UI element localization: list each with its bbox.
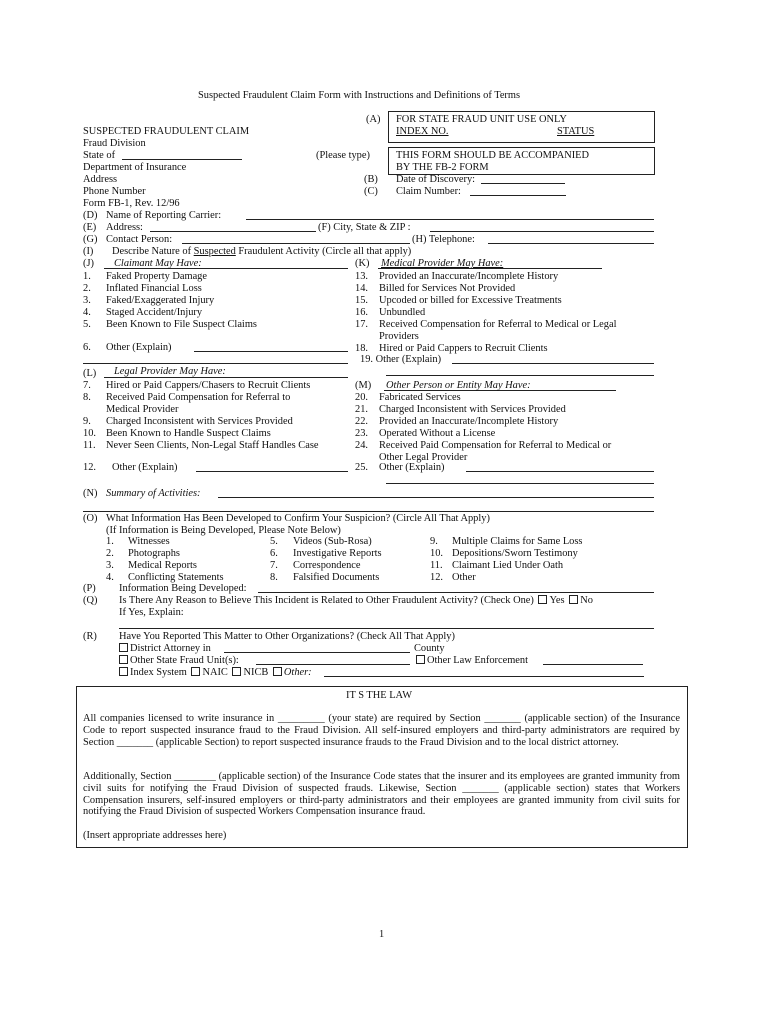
other-law-enforcement: Other Law Enforcement: [414, 655, 528, 667]
city-state-zip-line[interactable]: [430, 231, 654, 232]
legal-other-label: Other (Explain): [112, 462, 178, 473]
confirm-option-text: Conflicting Statements: [128, 572, 224, 583]
other-person-other-line[interactable]: [466, 471, 654, 472]
claimant-item-number: 4.: [83, 307, 91, 318]
other-law-checkbox[interactable]: [416, 655, 425, 664]
accompanied-line2: BY THE FB-2 FORM: [396, 162, 489, 173]
medical-other-label: 19. Other (Explain): [360, 354, 442, 365]
summary-label: Summary of Activities:: [106, 488, 201, 499]
label-g: (G): [83, 234, 98, 245]
label-d: (D): [83, 210, 98, 221]
label-j: (J): [83, 258, 94, 269]
naic-checkbox[interactable]: [191, 667, 200, 676]
medical-item-text: Hired or Paid Cappers to Recruit Clients: [379, 343, 548, 354]
state-of-line[interactable]: [122, 159, 242, 160]
claimant-item-text: Faked/Exaggerated Injury: [106, 295, 215, 306]
confirm-option-number: 7.: [270, 560, 278, 571]
legal-item-text: Charged Inconsistent with Services Provided: [106, 416, 293, 427]
confirm-option-text: Medical Reports: [128, 560, 197, 571]
please-type: (Please type): [316, 150, 370, 161]
dept-label: Department of Insurance: [83, 162, 187, 173]
legal-other-line[interactable]: [196, 471, 348, 472]
address-field-label: Address:: [106, 222, 143, 233]
claimant-item-number: 5.: [83, 319, 91, 330]
other_person-item-text: Received Paid Compensation for Referral to Medical or: [379, 440, 612, 451]
other-person-heading: Other Person or Entity May Have:: [386, 380, 531, 391]
confirm-option-text: Investigative Reports: [293, 548, 382, 559]
law-box: [76, 686, 688, 848]
law-paragraph-2: Additionally, Section ________ (applicable section) of the Insurance Code states that the insurer and its employees are granted immunity from civil suits for notifying the Fraud Division of suspected frauds. Likewise, Section _______ (applicable section) states that Workers Compensation insurers, self-insured employers or third-party administrators and their employees are granted immunity from civil suits for notifying the Fraud Division of suspected Workers Compensation insurance fraud.: [83, 771, 680, 818]
info-developed-line[interactable]: [258, 592, 654, 593]
medical-item-number: 18.: [355, 343, 368, 354]
date-discovery-label: Date of Discovery:: [396, 174, 476, 185]
telephone-label: (H) Telephone:: [412, 234, 475, 245]
other_person-item-text: Fabricated Services: [379, 392, 461, 403]
label-i: (I): [83, 246, 94, 257]
status-label: STATUS: [557, 126, 595, 137]
page-title: Suspected Fraudulent Claim Form with Instructions and Definitions of Terms: [198, 90, 521, 101]
claimant-other-line[interactable]: [194, 351, 348, 352]
reported-question: Have You Reported This Matter to Other Organizations? (Check All That Apply): [119, 631, 455, 642]
other-person-other-num: 25.: [355, 462, 368, 473]
medical-other-line2[interactable]: [386, 375, 654, 376]
summary-line[interactable]: [218, 497, 654, 498]
confirm-option-number: 5.: [270, 536, 278, 547]
legal-item-text: Medical Provider: [106, 404, 179, 415]
confirm-option-text: Correspondence: [293, 560, 361, 571]
claim-number-label: Claim Number:: [396, 186, 461, 197]
medical-item-number: 16.: [355, 307, 368, 318]
accompanied-line1: THIS FORM SHOULD BE ACCOMPANIED: [396, 150, 590, 161]
claimant-item-text: Staged Accident/Injury: [106, 307, 203, 318]
confirm-option-text: Claimant Lied Under Oath: [452, 560, 564, 571]
medical-item-number: 17.: [355, 319, 368, 330]
other_person-item-text: Charged Inconsistent with Services Provided: [379, 404, 566, 415]
label-q: (Q): [83, 595, 98, 606]
contact-person-label: Contact Person:: [106, 234, 173, 245]
confirm-option-number: 6.: [270, 548, 278, 559]
if-yes-line[interactable]: [119, 628, 654, 629]
other_person-item-text: Other Legal Provider: [379, 452, 468, 463]
form-name: SUSPECTED FRAUDULENT CLAIM: [83, 126, 250, 137]
other-org-line[interactable]: [324, 676, 644, 677]
law-title: IT S THE LAW: [346, 690, 413, 701]
nicb-checkbox[interactable]: [232, 667, 241, 676]
label-b: (B): [364, 174, 378, 185]
confirm-option-text: Falsified Documents: [293, 572, 380, 583]
date-discovery-line[interactable]: [481, 183, 565, 184]
label-m: (M): [355, 380, 372, 391]
confirm-option-number: 10.: [430, 548, 443, 559]
other_person-item-text: Provided an Inaccurate/Incomplete History: [379, 416, 559, 427]
other-person-other-label: Other (Explain): [379, 462, 445, 473]
medical-item-text: Providers: [379, 331, 419, 342]
confirm-option-text: Depositions/Sworn Testimony: [452, 548, 578, 559]
legal-item-number: 10.: [83, 428, 96, 439]
district-attorney: District Attorney in: [117, 643, 211, 655]
medical-item-text: Billed for Services Not Provided: [379, 283, 516, 294]
claimant-other-label: Other (Explain): [106, 342, 172, 353]
confirm-option-number: 3.: [106, 560, 114, 571]
medical-item-text: Upcoded or billed for Excessive Treatments: [379, 295, 562, 306]
medical-item-text: Received Compensation for Referral to Medical or Legal: [379, 319, 617, 330]
other-law-line[interactable]: [543, 664, 643, 665]
claimant-item-number: 3.: [83, 295, 91, 306]
no-checkbox[interactable]: [569, 595, 578, 604]
other_person-item-number: 24.: [355, 440, 368, 451]
yes-checkbox[interactable]: [538, 595, 547, 604]
confirm-option-text: Photographs: [128, 548, 180, 559]
telephone-line[interactable]: [488, 243, 654, 244]
confirm-option-number: 4.: [106, 572, 114, 583]
other_person-item-number: 21.: [355, 404, 368, 415]
phone-label: Phone Number: [83, 186, 146, 197]
reporting-carrier-line[interactable]: [246, 219, 654, 220]
confirm-option-number: 1.: [106, 536, 114, 547]
confirm-note: (If Information is Being Developed, Please Note Below): [106, 525, 341, 536]
claimant-item-text: Been Known to File Suspect Claims: [106, 319, 257, 330]
label-k: (K): [355, 258, 370, 269]
legal-other-num: 12.: [83, 462, 96, 473]
other-org-checkbox[interactable]: [273, 667, 282, 676]
medical-item-number: 15.: [355, 295, 368, 306]
legal-item-text: Never Seen Clients, Non-Legal Staff Handles Case: [106, 440, 319, 451]
claimant-other-line2[interactable]: [83, 363, 348, 364]
confirm-option-text: Videos (Sub-Rosa): [293, 536, 372, 547]
confirm-option-number: 12.: [430, 572, 443, 583]
other_person-item-number: 22.: [355, 416, 368, 427]
confirm-question: What Information Has Been Developed to Confirm Your Suspicion? (Circle All That Apply): [106, 513, 490, 524]
claimant-other-num: 6.: [83, 342, 91, 353]
legal-item-number: 8.: [83, 392, 91, 403]
medical-item-text: Provided an Inaccurate/Incomplete History: [379, 271, 559, 282]
confirm-option-text: Other: [452, 572, 476, 583]
medical-item-number: 14.: [355, 283, 368, 294]
law-addresses: (Insert appropriate addresses here): [83, 830, 227, 841]
medical-item-number: 13.: [355, 271, 368, 282]
other-state-fraud: Other State Fraud Unit(s):: [117, 655, 239, 667]
confirm-option-number: 11.: [430, 560, 443, 571]
legal-item-number: 9.: [83, 416, 91, 427]
summary-line2[interactable]: [83, 511, 654, 512]
index-system-row: Index System NAIC NICB Other:: [117, 667, 312, 679]
confirm-option-number: 9.: [430, 536, 438, 547]
district-attorney-line[interactable]: [224, 652, 410, 653]
confirm-option-text: Multiple Claims for Same Loss: [452, 536, 583, 547]
claimant-heading: Claimant May Have:: [114, 258, 202, 269]
claim-number-line[interactable]: [470, 195, 566, 196]
law-paragraph-1: All companies licensed to write insurance in _________ (your state) are required by Section _______ (applicable section) of the Insurance Code to report suspected insurance fraud to the Fraud Division. All self-insured employers and third-party administrators are required by Section _______ (applicable Section) to report suspected insurance frauds to the Fraud Division and to the local district attorney.: [83, 713, 680, 748]
fraud-division: Fraud Division: [83, 138, 146, 149]
confirm-option-number: 2.: [106, 548, 114, 559]
legal-item-text: Been Known to Handle Suspect Claims: [106, 428, 271, 439]
address-line[interactable]: [150, 231, 316, 232]
medical-item-text: Unbundled: [379, 307, 426, 318]
form-rev: Form FB-1, Rev. 12/96: [83, 198, 180, 209]
other-state-line[interactable]: [256, 664, 410, 665]
reporting-carrier-label: Name of Reporting Carrier:: [106, 210, 222, 221]
info-developed-label: Information Being Developed:: [119, 583, 247, 594]
index-no-label: INDEX NO.: [396, 126, 449, 137]
legal-heading: Legal Provider May Have:: [114, 366, 226, 377]
district-attorney-checkbox[interactable]: [119, 643, 128, 652]
label-e: (E): [83, 222, 97, 233]
index-system-checkbox[interactable]: [119, 667, 128, 676]
county-label: County: [414, 643, 445, 654]
state-use-heading: FOR STATE FRAUD UNIT USE ONLY: [396, 114, 567, 125]
legal-item-text: Received Paid Compensation for Referral to: [106, 392, 291, 403]
legal-item-number: 11.: [83, 440, 96, 451]
confirm-option-text: Witnesses: [128, 536, 170, 547]
city-state-zip-label: (F) City, State & ZIP :: [318, 222, 411, 233]
other-state-checkbox[interactable]: [119, 655, 128, 664]
label-c: (C): [364, 186, 378, 197]
related-activity-question: Is There Any Reason to Believe This Incident is Related to Other Fraudulent Activity? (Check One) Yes No: [119, 595, 593, 606]
label-l: (L): [83, 368, 97, 379]
claimant-item-number: 1.: [83, 271, 91, 282]
address-label: Address: [83, 174, 118, 185]
label-p: (P): [83, 583, 96, 594]
confirm-option-number: 8.: [270, 572, 278, 583]
label-o: (O): [83, 513, 98, 524]
describe-nature: Describe Nature of Suspected Fraudulent Activity (Circle all that apply): [112, 246, 412, 257]
if-yes-explain: If Yes, Explain:: [119, 607, 184, 618]
medical-other-line[interactable]: [452, 363, 654, 364]
legal-item-number: 7.: [83, 380, 91, 391]
claimant-item-text: Faked Property Damage: [106, 271, 207, 282]
claimant-item-text: Inflated Financial Loss: [106, 283, 202, 294]
other-person-other-line2[interactable]: [386, 483, 654, 484]
label-n: (N): [83, 488, 98, 499]
claimant-item-number: 2.: [83, 283, 91, 294]
contact-person-line[interactable]: [182, 243, 410, 244]
label-r: (R): [83, 631, 97, 642]
label-a: (A): [366, 114, 381, 125]
other_person-item-number: 23.: [355, 428, 368, 439]
state-of-label: State of: [83, 150, 116, 161]
medical-heading: Medical Provider May Have:: [381, 258, 504, 269]
other_person-item-number: 20.: [355, 392, 368, 403]
other_person-item-text: Operated Without a License: [379, 428, 496, 439]
page-number: 1: [379, 929, 385, 940]
legal-item-text: Hired or Paid Cappers/Chasers to Recruit Clients: [106, 380, 311, 391]
